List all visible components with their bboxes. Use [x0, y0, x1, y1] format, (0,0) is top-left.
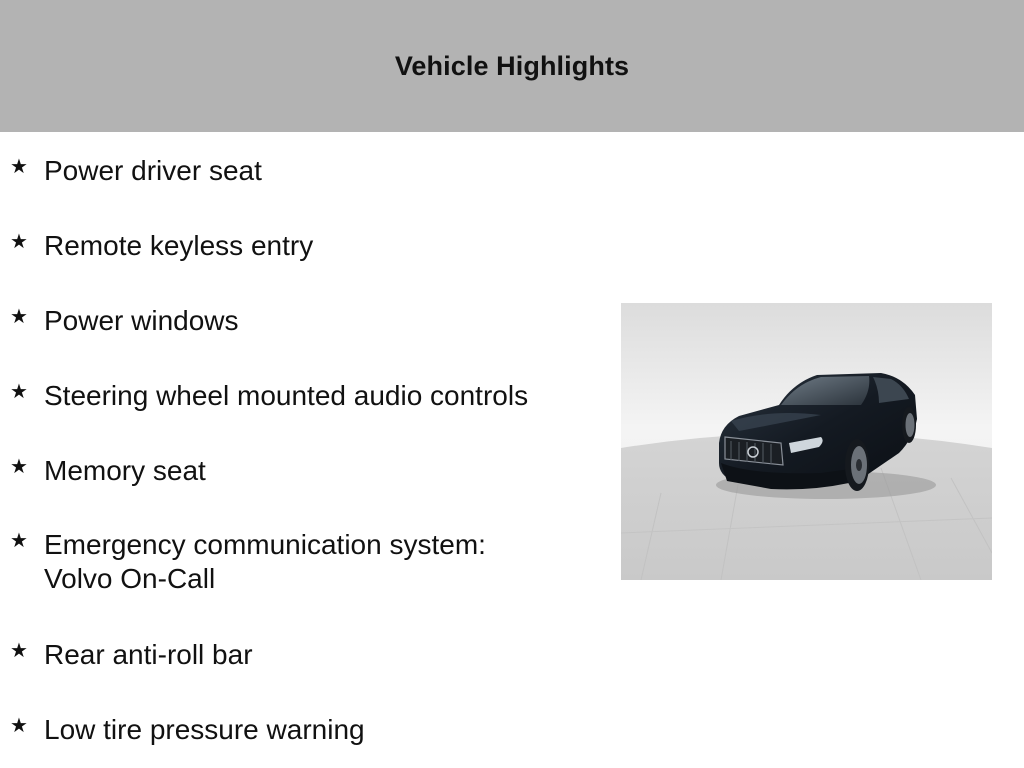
header-bar [0, 0, 1024, 132]
feature-label: Low tire pressure warning [44, 714, 365, 745]
car-image [621, 303, 992, 580]
feature-label: Emergency communication system: Volvo On-Call [44, 529, 486, 594]
star-icon: ★ [10, 304, 28, 328]
feature-label: Power windows [44, 305, 239, 336]
star-icon: ★ [10, 638, 28, 662]
star-icon: ★ [10, 379, 28, 403]
page-title: Vehicle Highlights [394, 50, 630, 81]
star-icon: ★ [10, 713, 28, 737]
feature-label: Power driver seat [44, 155, 262, 186]
star-icon: ★ [10, 528, 28, 552]
feature-label: Remote keyless entry [44, 230, 314, 261]
star-icon: ★ [10, 229, 28, 253]
feature-label: Memory seat [44, 455, 206, 486]
star-icon: ★ [10, 454, 28, 478]
feature-label: Rear anti-roll bar [44, 639, 253, 670]
feature-label: Steering wheel mounted audio controls [44, 380, 529, 411]
star-icon: ★ [10, 154, 28, 178]
vehicle-photo [621, 303, 992, 580]
